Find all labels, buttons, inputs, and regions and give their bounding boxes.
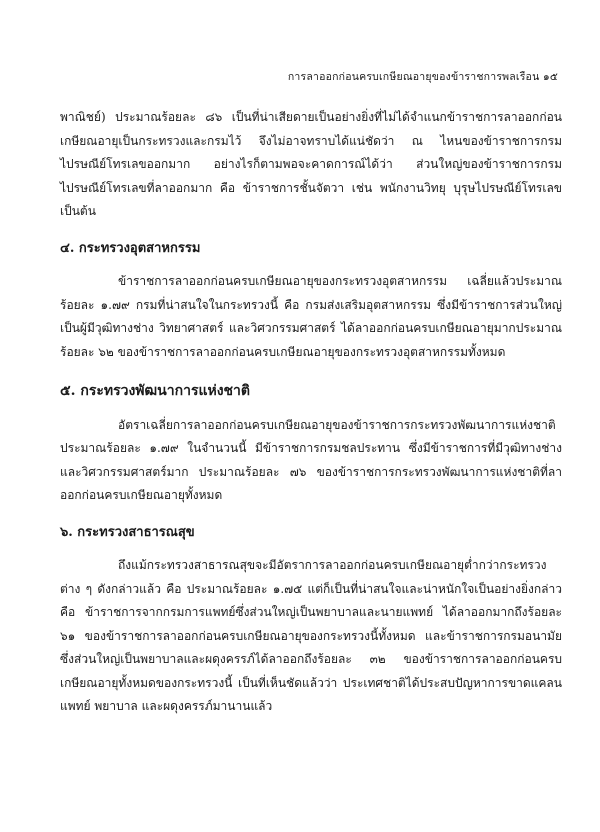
section-heading-public-health: ๖. กระทรวงสาธารณสุข [60,524,195,540]
paragraph-continued: พาณิชย์) ประมาณร้อยละ ๘๖ เป็นที่น่าเสียดายเป็นอย่างยิ่งที่ไม่ได้จำแนกข้าราชการลาออกก่อนเกษียณอายุเป็นกระทรวงและกรมไว้ จึงไม่อาจทราบได้แน่ชัดว่า ณ ไหนของข้าราชการกรมไปรษณีย์โทรเลขออกมาก อย่างไรก็ตามพอจะคาดการณ์ได้ว่า ส่วนใหญ่ของข้าราชการกรมไปรษณีย์โทรเลขที่ลาออกมาก คือ ข้าราชการชั้นจัตวา เช่น พนักงานวิทยุ บุรุษไปรษณีย์โทรเลขเป็นต้น [60,110,562,218]
section-heading-national-development: ๕. กระทรวงพัฒนาการแห่งชาติ [60,383,251,399]
paragraph-public-health: ถึงแม้กระทรวงสาธารณสุขจะมีอัตราการลาออกก่อนครบเกษียณอายุต่ำกว่ากระทรวงต่าง ๆ ดังกล่าวแล้ว คือ ประมาณร้อยละ ๑.๗๕ แต่ก็เป็นที่น่าสนใจและน่าหนักใจเป็นอย่างยิ่งกล่าวคือ ข้าราชการจากกรมการแพทย์ซึ่งส่วนใหญ่เป็นพยาบาลและนายแพทย์ ได้ลาออกมากถึงร้อยละ ๖๑ ของข้าราชการลาออกก่อนครบเกษียณอายุของกระทรวงนี้ทั้งหมด และข้าราชการกรมอนามัย ซึ่งส่วนใหญ่เป็นพยาบาลและผดุงครรภ์ได้ลาออกถึงร้อยละ ๓๒ ของข้าราชการลาออกก่อนครบเกษียณอายุทั้งหมดของกระทรวงนี้ เป็นที่เห็นชัดแล้วว่า ประเทศชาติได้ประสบปัญหาการขาดแคลนแพทย์ พยาบาล และผดุงครรภ์มานานแล้ว [60,558,562,713]
running-header: การลาออกก่อนครบเกษียณอายุของข้าราชการพลเรือน ๑๕ [287,71,558,83]
section-heading-industry: ๔. กระทรวงอุตสาหกรรม [60,240,201,256]
page-body [60,106,562,719]
paragraph-national-development: อัตราเฉลี่ยการลาออกก่อนครบเกษียณอายุของข้าราชการกระทรวงพัฒนาการแห่งชาติประมาณร้อยละ ๑.๗๙ ในจำนวนนี้ มีข้าราชการกรมชลประทาน ซึ่งมีข้าราชการที่มีวุฒิทางช่าง และวิศวกรรมศาสตร์มาก ประมาณร้อยละ ๗๖ ของข้าราชการกระทรวงพัฒนาการแห่งชาติที่ลาออกก่อนครบเกษียณอายุทั้งหมด [60,417,562,502]
paragraph-industry: ข้าราชการลาออกก่อนครบเกษียณอายุของกระทรวงอุตสาหกรรม เฉลี่ยแล้วประมาณร้อยละ ๑.๗๙ กรมที่น่าสนใจในกระทรวงนี้ คือ กรมส่งเสริมอุตสาหกรรม ซึ่งมีข้าราชการส่วนใหญ่เป็นผู้มีวุฒิทางช่าง วิทยาศาสตร์ และวิศวกรรมศาสตร์ ได้ลาออกก่อนครบเกษียณอายุมากประมาณร้อยละ ๖๒ ของข้าราชการลาออกก่อนครบเกษียณอายุของกระทรวงอุตสาหกรรมทั้งหมด [60,274,562,359]
